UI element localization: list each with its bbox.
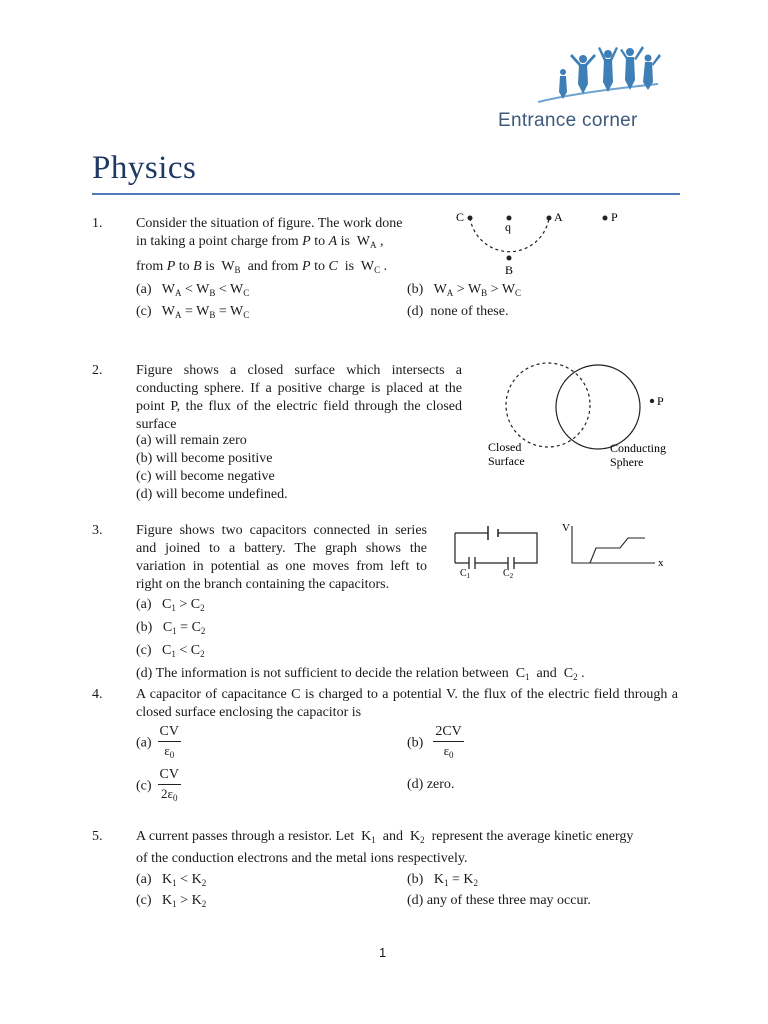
- q3-fig-label-v: V: [562, 522, 570, 534]
- q2-figure: [480, 355, 680, 475]
- q1-fig-label-c: C: [456, 210, 465, 224]
- q3-option-b: (b) $C_1 = C_2$: [136, 620, 206, 636]
- q1-option-c: (c) $W_A = W_B = W_C$: [136, 304, 250, 320]
- q2-fig-label-sphere: Sphere: [610, 455, 644, 469]
- q1-fig-label-a: A: [554, 210, 563, 224]
- q4-number: 4.: [92, 687, 103, 702]
- page-title: Physics: [92, 150, 197, 186]
- q1-option-a: (a) $W_A < W_B < W_C$: [136, 282, 250, 298]
- q2-fig-label-conducting: Conducting: [610, 441, 666, 455]
- logo: [538, 44, 663, 115]
- q3-number: 3.: [92, 523, 103, 538]
- page-number: 1: [379, 945, 387, 960]
- q3-figure: [450, 518, 670, 583]
- q1-text-line2: in taking a point charge from P to A is $W_A$ ,: [136, 234, 384, 250]
- logo-figures-icon: [538, 44, 663, 110]
- q2-option-c: (c) will become negative: [136, 469, 275, 484]
- logo-text: Entrance corner: [498, 110, 638, 131]
- q3-fig-label-c1: $C_1$: [460, 568, 471, 580]
- q3-fig-label-c2: $C_2$: [503, 568, 514, 580]
- q3-text: Figure shows two capacitors connected in series and joined to a battery. The graph shows the variation in potential as one moves from left to right on the branch containing the capacitors.: [136, 523, 427, 592]
- q3-option-d: (d) The information is not sufficient to decide the relation between $C_1$ and $C_2$ .: [136, 666, 585, 682]
- q5-option-d: (d) any of these three may occur.: [407, 893, 591, 908]
- q1-figure: [450, 205, 650, 280]
- q5-option-a: (a) $K_1 < K_2$: [136, 872, 207, 888]
- q2-number: 2.: [92, 363, 103, 378]
- q5-option-c: (c) $K_1 > K_2$: [136, 893, 207, 909]
- q1-fig-label-p: P: [611, 210, 618, 224]
- q1-text-line3: from P to B is $W_B$ and from P to C is $W_C$ .: [136, 259, 388, 275]
- q3-option-a: (a) $C_1 > C_2$: [136, 597, 205, 613]
- q1-number: 1.: [92, 216, 103, 231]
- q4-option-c: (c) $\frac{CV}{2\varepsilon_0}$: [136, 767, 179, 803]
- q1-option-d: (d) none of these.: [407, 304, 509, 319]
- title-divider: [92, 193, 680, 195]
- q2-option-b: (b) will become positive: [136, 451, 273, 466]
- q2-option-a: (a) will remain zero: [136, 433, 247, 448]
- q1-fig-label-q: q: [505, 220, 511, 234]
- q3-option-c: (c) $C_1 < C_2$: [136, 643, 205, 659]
- q4-option-d: (d) zero.: [407, 777, 455, 792]
- q1-text-line1: Consider the situation of figure. The work done: [136, 216, 403, 231]
- q4-option-a: (a) $\frac{CV}{\varepsilon_0}$: [136, 724, 179, 760]
- q5-option-b: (b) $K_1 = K_2$: [407, 872, 478, 888]
- q1-fig-label-b: B: [505, 263, 514, 277]
- q1-option-b: (b) $W_A > W_B > W_C$: [407, 282, 522, 298]
- q4-text: A capacitor of capacitance C is charged to a potential V. the flux of the electric field through a closed surface enclosing the capacitor is: [136, 687, 678, 720]
- q2-text: Figure shows a closed surface which intersects a conducting sphere. If a positive charge is placed at the point P, the flux of the electric field through the closed surface: [136, 363, 462, 432]
- q5-number: 5.: [92, 829, 103, 844]
- q2-option-d: (d) will become undefined.: [136, 487, 288, 502]
- q3-fig-label-x: x: [658, 557, 664, 569]
- q4-option-b: (b) $\frac{2CV}{\varepsilon_0}$: [407, 724, 462, 760]
- q5-text-line1: A current passes through a resistor. Let $K_1$ and $K_2$ represent the average kinetic energy: [136, 829, 634, 845]
- q5-text-line2: of the conduction electrons and the metal ions respectively.: [136, 851, 468, 866]
- q2-fig-label-surface: Surface: [488, 454, 525, 468]
- q2-fig-label-p: P: [657, 394, 664, 408]
- q2-fig-label-closed: Closed: [488, 440, 522, 454]
